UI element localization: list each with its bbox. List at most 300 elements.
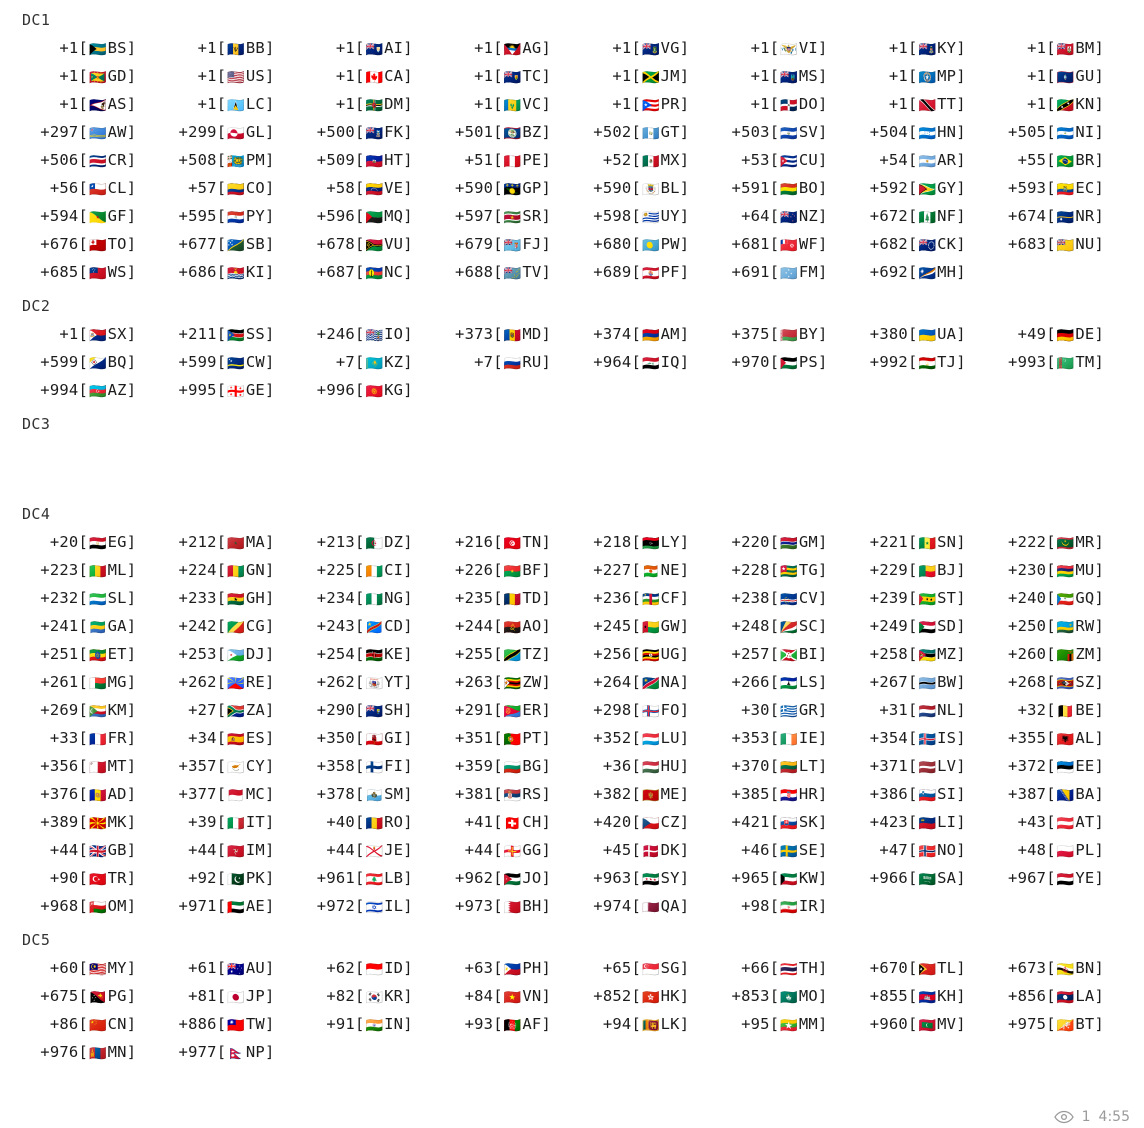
bracket-open: [ <box>78 151 88 169</box>
country-entry <box>990 982 1128 1010</box>
bracket-open: [ <box>631 325 641 343</box>
flag-icon: 🇸🇩 <box>918 620 937 636</box>
country-iso-code: PK <box>245 869 265 887</box>
bracket-close: ] <box>541 95 551 113</box>
dial-code: +234 <box>316 589 355 607</box>
dial-code: +52 <box>602 151 632 169</box>
flag-icon: 🇧🇧 <box>227 42 245 58</box>
flag-icon: 🇬🇩 <box>88 70 107 86</box>
dial-code: +93 <box>464 1015 494 1033</box>
bracket-open: [ <box>493 561 503 579</box>
country-iso-code: NP <box>245 1043 265 1061</box>
flag-icon: 🇳🇮 <box>1056 126 1075 142</box>
flag-icon: 🇹🇳 <box>503 536 522 552</box>
dial-code: +351 <box>455 729 494 747</box>
bracket-close: ] <box>264 561 275 579</box>
bracket-open: [ <box>216 987 227 1005</box>
bracket-open: [ <box>769 813 780 831</box>
dial-code: +216 <box>455 533 494 551</box>
bracket-close: ] <box>679 533 690 551</box>
country-iso-code: BQ <box>107 353 127 371</box>
country-entry <box>713 202 851 230</box>
country-iso-code: AU <box>245 959 265 977</box>
dial-code: +1 <box>474 67 494 85</box>
country-entry <box>299 202 437 230</box>
bracket-close: ] <box>817 235 828 253</box>
bracket-open: [ <box>216 959 227 977</box>
country-entry <box>575 640 713 668</box>
flag-icon: 🇲🇰 <box>88 816 107 832</box>
bracket-close: ] <box>403 897 413 915</box>
bracket-close: ] <box>679 701 690 719</box>
dial-code: +678 <box>316 235 355 253</box>
bracket-close: ] <box>403 785 413 803</box>
bracket-close: ] <box>126 561 137 579</box>
dial-code: +44 <box>326 841 355 859</box>
country-entry <box>713 320 851 348</box>
country-entry <box>160 668 298 696</box>
bracket-close: ] <box>679 869 690 887</box>
bracket-open: [ <box>769 589 780 607</box>
flag-icon: 🇵🇭 <box>503 962 522 978</box>
bracket-open: [ <box>354 325 365 343</box>
country-iso-code: GF <box>107 207 127 225</box>
bracket-close: ] <box>1094 1015 1104 1033</box>
flag-icon: 🇹🇯 <box>918 356 937 372</box>
flag-icon: 🇪🇬 <box>88 536 107 552</box>
country-iso-code: ZW <box>522 673 542 691</box>
bracket-close: ] <box>1094 353 1104 371</box>
country-entry <box>990 612 1128 640</box>
bracket-close: ] <box>817 207 828 225</box>
dial-code: +64 <box>741 207 770 225</box>
country-entry <box>160 376 298 404</box>
dial-code: +966 <box>869 869 908 887</box>
bracket-close: ] <box>264 673 275 691</box>
bracket-open: [ <box>216 533 227 551</box>
country-iso-code: PY <box>245 207 265 225</box>
country-entry <box>160 528 298 556</box>
country-iso-code: LK <box>660 1015 680 1033</box>
bracket-open: [ <box>493 785 503 803</box>
country-entry <box>160 808 298 836</box>
dial-code: +256 <box>593 645 632 663</box>
bracket-close: ] <box>1094 673 1104 691</box>
country-iso-code: NU <box>1075 235 1095 253</box>
country-iso-code: CG <box>245 617 265 635</box>
country-iso-code: ME <box>660 785 680 803</box>
bracket-open: [ <box>631 959 641 977</box>
bracket-open: [ <box>354 381 365 399</box>
bracket-close: ] <box>541 701 551 719</box>
country-iso-code: GD <box>107 67 127 85</box>
bracket-open: [ <box>1046 589 1056 607</box>
bracket-open: [ <box>1046 39 1056 57</box>
bracket-close: ] <box>403 381 413 399</box>
dial-code: +378 <box>316 785 355 803</box>
flag-icon: 🇪🇷 <box>503 704 522 720</box>
bracket-open: [ <box>1046 757 1056 775</box>
country-entry <box>437 724 575 752</box>
flag-icon: 🇧🇦 <box>1056 788 1075 804</box>
flag-icon: 🇸🇬 <box>641 962 660 978</box>
country-iso-code: MZ <box>937 645 957 663</box>
country-iso-code: NE <box>660 561 680 579</box>
flag-icon: 🇬🇪 <box>227 384 245 400</box>
flag-icon: 🇨🇴 <box>227 182 245 198</box>
dial-code: +1 <box>750 95 770 113</box>
bracket-close: ] <box>817 987 828 1005</box>
bracket-open: [ <box>1046 869 1056 887</box>
dial-code: +996 <box>316 381 355 399</box>
country-iso-code: ZA <box>245 701 265 719</box>
flag-icon: 🇲🇾 <box>88 962 107 978</box>
bracket-open: [ <box>493 959 503 977</box>
country-iso-code: NG <box>384 589 404 607</box>
flag-icon: 🇭🇷 <box>780 788 798 804</box>
bracket-open: [ <box>907 207 918 225</box>
country-iso-code: ID <box>384 959 404 977</box>
bracket-open: [ <box>1046 729 1056 747</box>
flag-icon: 🇧🇾 <box>780 328 798 344</box>
dial-code: +53 <box>741 151 770 169</box>
country-iso-code: RE <box>245 673 265 691</box>
dial-code: +853 <box>731 987 770 1005</box>
country-iso-code: BN <box>1075 959 1095 977</box>
country-entry <box>437 640 575 668</box>
bracket-open: [ <box>78 617 88 635</box>
flag-icon: 🇹🇼 <box>227 1018 245 1034</box>
country-entry <box>990 752 1128 780</box>
bracket-close: ] <box>126 533 137 551</box>
dial-code: +503 <box>731 123 770 141</box>
dial-code: +236 <box>593 589 632 607</box>
country-entry <box>990 864 1128 892</box>
bracket-close: ] <box>541 813 551 831</box>
dial-code: +243 <box>316 617 355 635</box>
bracket-close: ] <box>679 673 690 691</box>
country-entry <box>160 612 298 640</box>
flag-icon: 🇰🇿 <box>365 356 384 372</box>
bracket-open: [ <box>493 235 503 253</box>
bracket-open: [ <box>78 533 88 551</box>
bracket-close: ] <box>541 785 551 803</box>
country-iso-code: MD <box>522 325 542 343</box>
bracket-close: ] <box>264 235 275 253</box>
flag-icon: 🇿🇼 <box>503 676 522 692</box>
country-iso-code: GM <box>798 533 818 551</box>
dial-code: +370 <box>731 757 770 775</box>
flag-icon: 🇬🇫 <box>88 210 107 226</box>
country-entry <box>990 34 1128 62</box>
bracket-open: [ <box>493 151 503 169</box>
bracket-open: [ <box>1046 673 1056 691</box>
bracket-open: [ <box>631 897 641 915</box>
bracket-close: ] <box>541 123 551 141</box>
country-entry <box>437 258 575 286</box>
country-entry <box>713 892 851 920</box>
country-iso-code: TL <box>937 959 957 977</box>
flag-icon: 🇹🇱 <box>918 962 937 978</box>
dial-code: +994 <box>40 381 79 399</box>
bracket-close: ] <box>956 235 966 253</box>
dial-code: +1 <box>59 95 79 113</box>
country-iso-code: MY <box>107 959 127 977</box>
flag-icon: 🇰🇷 <box>365 990 384 1006</box>
flag-icon: 🇸🇾 <box>641 872 660 888</box>
country-iso-code: PG <box>107 987 127 1005</box>
bracket-close: ] <box>403 151 413 169</box>
bracket-close: ] <box>403 701 413 719</box>
bracket-close: ] <box>126 1043 137 1061</box>
bracket-close: ] <box>264 353 275 371</box>
bracket-close: ] <box>541 235 551 253</box>
flag-icon: 🇲🇦 <box>227 536 245 552</box>
dial-code: +1 <box>335 39 355 57</box>
country-iso-code: PF <box>660 263 680 281</box>
flag-icon: 🇪🇨 <box>1056 182 1075 198</box>
dial-code: +423 <box>869 813 908 831</box>
bracket-close: ] <box>126 353 137 371</box>
bracket-open: [ <box>769 95 780 113</box>
country-entry <box>713 90 851 118</box>
dial-code: +594 <box>40 207 79 225</box>
bracket-open: [ <box>907 645 918 663</box>
country-iso-code: ZM <box>1075 645 1095 663</box>
flag-icon: 🇳🇷 <box>1056 210 1075 226</box>
country-iso-code: NR <box>1075 207 1095 225</box>
bracket-open: [ <box>493 1015 503 1033</box>
country-entry <box>990 118 1128 146</box>
country-entry <box>713 258 851 286</box>
country-entry <box>22 174 160 202</box>
bracket-close: ] <box>956 263 966 281</box>
dial-code: +508 <box>178 151 217 169</box>
country-iso-code: AM <box>660 325 680 343</box>
bracket-close: ] <box>264 729 275 747</box>
country-entry <box>299 376 437 404</box>
country-iso-code: SL <box>107 589 127 607</box>
country-entry <box>160 892 298 920</box>
bracket-close: ] <box>679 561 690 579</box>
dial-code: +44 <box>188 841 217 859</box>
bracket-close: ] <box>956 151 966 169</box>
dial-code: +263 <box>455 673 494 691</box>
dc-group-grid <box>22 438 1128 494</box>
dial-code: +372 <box>1008 757 1047 775</box>
bracket-close: ] <box>126 673 137 691</box>
bracket-open: [ <box>907 179 918 197</box>
country-iso-code: HU <box>660 757 680 775</box>
bracket-open: [ <box>493 757 503 775</box>
dial-code: +266 <box>731 673 770 691</box>
bracket-close: ] <box>264 533 275 551</box>
country-iso-code: LC <box>245 95 265 113</box>
bracket-open: [ <box>216 561 227 579</box>
flag-icon: 🇩🇰 <box>641 844 660 860</box>
country-iso-code: CD <box>384 617 404 635</box>
bracket-open: [ <box>493 897 503 915</box>
bracket-open: [ <box>769 151 780 169</box>
bracket-open: [ <box>78 1015 88 1033</box>
flag-icon: 🇵🇸 <box>780 356 798 372</box>
bracket-close: ] <box>1094 729 1104 747</box>
country-iso-code: JO <box>522 869 542 887</box>
dial-code: +691 <box>731 263 770 281</box>
bracket-close: ] <box>956 645 966 663</box>
bracket-close: ] <box>126 263 137 281</box>
country-iso-code: NC <box>384 263 404 281</box>
bracket-open: [ <box>769 123 780 141</box>
dial-code: +224 <box>178 561 217 579</box>
country-iso-code: IM <box>245 841 265 859</box>
bracket-close: ] <box>817 897 828 915</box>
bracket-open: [ <box>631 533 641 551</box>
bracket-open: [ <box>907 757 918 775</box>
bracket-close: ] <box>679 897 690 915</box>
bracket-close: ] <box>817 179 828 197</box>
bracket-close: ] <box>264 67 275 85</box>
bracket-close: ] <box>541 533 551 551</box>
country-entry <box>299 612 437 640</box>
country-iso-code: YE <box>1075 869 1095 887</box>
country-entry <box>437 892 575 920</box>
country-iso-code: BW <box>937 673 957 691</box>
country-entry <box>713 668 851 696</box>
bracket-close: ] <box>1094 123 1104 141</box>
bracket-close: ] <box>403 589 413 607</box>
bracket-open: [ <box>769 673 780 691</box>
flag-icon: 🇸🇱 <box>88 592 107 608</box>
country-iso-code: AS <box>107 95 127 113</box>
country-iso-code: TD <box>522 589 542 607</box>
bracket-close: ] <box>817 67 828 85</box>
flag-icon: 🇺🇸 <box>227 70 245 86</box>
flag-icon: 🇳🇱 <box>918 704 937 720</box>
bracket-open: [ <box>78 729 88 747</box>
bracket-close: ] <box>264 987 275 1005</box>
country-iso-code: ES <box>245 729 265 747</box>
dc-group-grid <box>22 528 1128 920</box>
country-iso-code: MX <box>660 151 680 169</box>
country-iso-code: TG <box>798 561 818 579</box>
country-iso-code: AT <box>1075 813 1095 831</box>
bracket-open: [ <box>769 959 780 977</box>
flag-icon: 🇮🇷 <box>780 900 798 916</box>
bracket-close: ] <box>817 701 828 719</box>
flag-icon: 🇸🇸 <box>227 328 245 344</box>
bracket-close: ] <box>264 151 275 169</box>
country-iso-code: SA <box>937 869 957 887</box>
country-entry <box>299 780 437 808</box>
bracket-open: [ <box>216 67 227 85</box>
dial-code: +972 <box>316 897 355 915</box>
country-iso-code: QA <box>660 897 680 915</box>
bracket-open: [ <box>216 897 227 915</box>
bracket-close: ] <box>264 325 275 343</box>
country-entry <box>299 668 437 696</box>
flag-icon: 🇬🇧 <box>88 844 107 860</box>
bracket-open: [ <box>907 561 918 579</box>
country-iso-code: TO <box>107 235 127 253</box>
country-entry <box>160 146 298 174</box>
bracket-close: ] <box>541 645 551 663</box>
bracket-open: [ <box>631 263 641 281</box>
country-iso-code: SN <box>937 533 957 551</box>
country-entry <box>575 62 713 90</box>
bracket-open: [ <box>354 67 365 85</box>
flag-icon: 🇷🇴 <box>365 816 384 832</box>
dial-code: +36 <box>602 757 632 775</box>
country-iso-code: VE <box>384 179 404 197</box>
country-entry <box>22 34 160 62</box>
country-entry <box>713 34 851 62</box>
bracket-close: ] <box>403 959 413 977</box>
dial-code: +973 <box>455 897 494 915</box>
country-iso-code: BO <box>798 179 818 197</box>
dial-code: +676 <box>40 235 79 253</box>
country-iso-code: ET <box>107 645 127 663</box>
bracket-open: [ <box>1046 1015 1056 1033</box>
country-entry <box>852 668 990 696</box>
country-entry <box>852 146 990 174</box>
bracket-open: [ <box>216 353 227 371</box>
country-entry <box>713 556 851 584</box>
flag-icon: 🇯🇲 <box>641 70 660 86</box>
country-iso-code: LT <box>798 757 818 775</box>
bracket-close: ] <box>126 381 137 399</box>
dial-code: +590 <box>593 179 632 197</box>
bracket-close: ] <box>403 617 413 635</box>
country-iso-code: DE <box>1075 325 1095 343</box>
bracket-open: [ <box>907 785 918 803</box>
bracket-close: ] <box>126 67 137 85</box>
bracket-open: [ <box>1046 533 1056 551</box>
country-iso-code: CZ <box>660 813 680 831</box>
bracket-close: ] <box>956 869 966 887</box>
flag-icon: 🇯🇵 <box>227 990 245 1006</box>
dc-group <box>22 500 1128 920</box>
dial-code: +355 <box>1008 729 1047 747</box>
bracket-close: ] <box>956 1015 966 1033</box>
bracket-close: ] <box>541 39 551 57</box>
bracket-open: [ <box>78 645 88 663</box>
dial-code: +41 <box>464 813 494 831</box>
dial-code: +1 <box>474 39 494 57</box>
flag-icon: 🇲🇭 <box>918 266 937 282</box>
bracket-close: ] <box>1094 39 1104 57</box>
country-entry <box>160 1010 298 1038</box>
dial-code: +688 <box>455 263 494 281</box>
dial-code: +82 <box>326 987 355 1005</box>
bracket-open: [ <box>769 533 780 551</box>
country-entry <box>852 864 990 892</box>
flag-icon: 🇧🇪 <box>1056 704 1075 720</box>
country-entry <box>575 528 713 556</box>
country-entry <box>22 668 160 696</box>
country-iso-code: VU <box>384 235 404 253</box>
dial-code: +975 <box>1008 1015 1047 1033</box>
bracket-close: ] <box>1094 987 1104 1005</box>
country-entry <box>575 348 713 376</box>
country-entry <box>160 62 298 90</box>
country-iso-code: CN <box>107 1015 127 1033</box>
dial-code: +233 <box>178 589 217 607</box>
country-iso-code: KW <box>798 869 818 887</box>
country-entry <box>299 696 437 724</box>
bracket-open: [ <box>216 617 227 635</box>
dial-code: +590 <box>455 179 494 197</box>
